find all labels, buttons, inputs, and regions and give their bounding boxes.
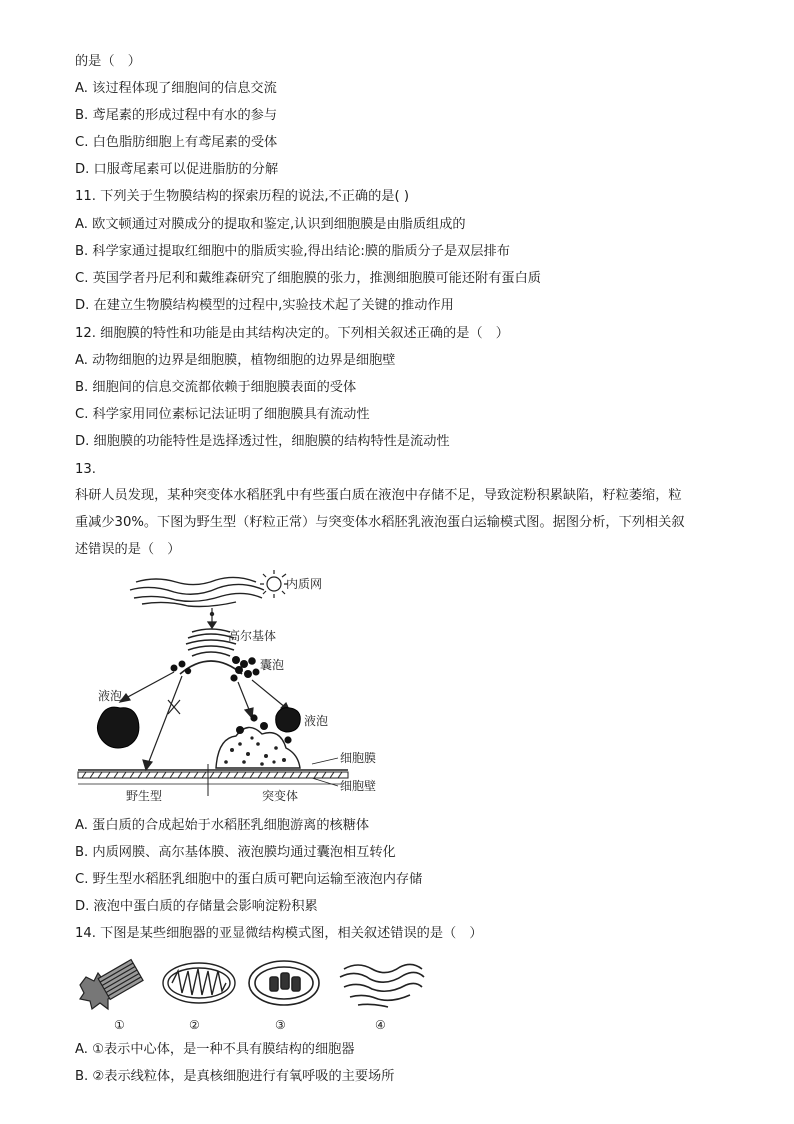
centrosome-icon (80, 960, 143, 1009)
label-organelle-4: ④ (375, 1018, 386, 1032)
q10-option-a: A. 该过程体现了细胞间的信息交流 (75, 81, 277, 96)
label-wall: 细胞壁 (340, 779, 377, 793)
endoplasmic-reticulum (130, 577, 264, 606)
label-mutant: 突变体 (262, 789, 299, 803)
q13-stem-line1: 科研人员发现，某种突变体水稻胚乳中有些蛋白质在液泡中存储不足，导致淀粉积累缺陷，籽粒萎缩，粒 (75, 488, 682, 503)
endoplasmic-reticulum-icon (340, 964, 424, 1007)
label-golgi: 高尔基体 (228, 629, 277, 643)
label-vacuole-left: 液泡 (98, 689, 123, 703)
q10-option-b: B. 鸢尾素的形成过程中有水的参与 (75, 108, 278, 123)
q13-number: 13. (75, 462, 96, 477)
vacuole-mutant (276, 708, 301, 732)
q12-option-b: B. 细胞间的信息交流都依赖于细胞膜表面的受体 (75, 380, 357, 395)
q11-option-b: B. 科学家通过提取红细胞中的脂质实验,得出结论:膜的脂质分子是双层排布 (75, 244, 510, 259)
cell-membrane-and-wall (78, 758, 348, 796)
q14-option-a: A. ①表示中心体，是一种不具有膜结构的细胞器 (75, 1042, 355, 1057)
arrow-er-golgi (208, 608, 216, 628)
q12-stem: 12. 细胞膜的特性和功能是由其结构决定的。下列相关叙述正确的是（ ） (75, 326, 509, 341)
q14-organelles-figure (72, 955, 442, 1035)
q12-option-a: A. 动物细胞的边界是细胞膜，植物细胞的边界是细胞壁 (75, 353, 396, 368)
q13-transport-diagram (76, 568, 377, 808)
q13-option-c: C. 野生型水稻胚乳细胞中的蛋白质可靶向运输至液泡内存储 (75, 872, 423, 887)
q11-option-c: C. 英国学者丹尼利和戴维森研究了细胞膜的张力，推测细胞膜可能还附有蛋白质 (75, 271, 541, 286)
label-vacuole-right: 液泡 (304, 714, 329, 728)
q13-stem-line2: 重减少30%。下图为野生型（籽粒正常）与突变体水稻胚乳液泡蛋白运输模式图。据图分析，下列相关叙 (75, 515, 685, 530)
label-organelle-3: ③ (275, 1018, 286, 1032)
q12-option-d: D. 细胞膜的功能特性是选择透过性，细胞膜的结构特性是流动性 (75, 434, 450, 449)
q13-option-a: A. 蛋白质的合成起始于水稻胚乳细胞游离的核糖体 (75, 818, 370, 833)
q14-stem: 14. 下图是某些细胞器的亚显微结构模式图，相关叙述错误的是（ ） (75, 926, 483, 941)
label-organelle-2: ② (189, 1018, 200, 1032)
mitochondrion-icon (163, 963, 235, 1003)
q12-option-c: C. 科学家用同位素标记法证明了细胞膜具有流动性 (75, 407, 370, 422)
label-er: 内质网 (286, 577, 323, 591)
q10-option-d: D. 口服鸢尾素可以促进脂肪的分解 (75, 162, 279, 177)
q13-option-d: D. 液泡中蛋白质的存储量会影响淀粉积累 (75, 899, 318, 914)
label-membrane: 细胞膜 (340, 751, 377, 765)
q11-stem: 11. 下列关于生物膜结构的探索历程的说法,不正确的是( ) (75, 189, 409, 204)
ribosome-cluster (260, 570, 288, 598)
label-organelle-1: ① (114, 1018, 125, 1032)
q14-option-b: B. ②表示线粒体，是真核细胞进行有氧呼吸的主要场所 (75, 1069, 395, 1084)
chloroplast-icon (249, 961, 319, 1005)
q11-option-a: A. 欧文顿通过对膜成分的提取和鉴定,认识到细胞膜是由脂质组成的 (75, 217, 466, 232)
label-wild-type: 野生型 (126, 789, 163, 803)
q10-stem-end: 的是（ ） (75, 54, 141, 69)
q11-option-d: D. 在建立生物膜结构模型的过程中,实验技术起了关键的推动作用 (75, 298, 454, 313)
vacuole-wild-type (97, 707, 138, 748)
label-vesicle: 囊泡 (260, 658, 285, 672)
q13-stem-line3: 述错误的是（ ） (75, 542, 181, 557)
vesicles (171, 656, 260, 682)
q13-option-b: B. 内质网膜、高尔基体膜、液泡膜均通过囊泡相互转化 (75, 845, 396, 860)
q10-option-c: C. 白色脂肪细胞上有鸢尾素的受体 (75, 135, 278, 150)
